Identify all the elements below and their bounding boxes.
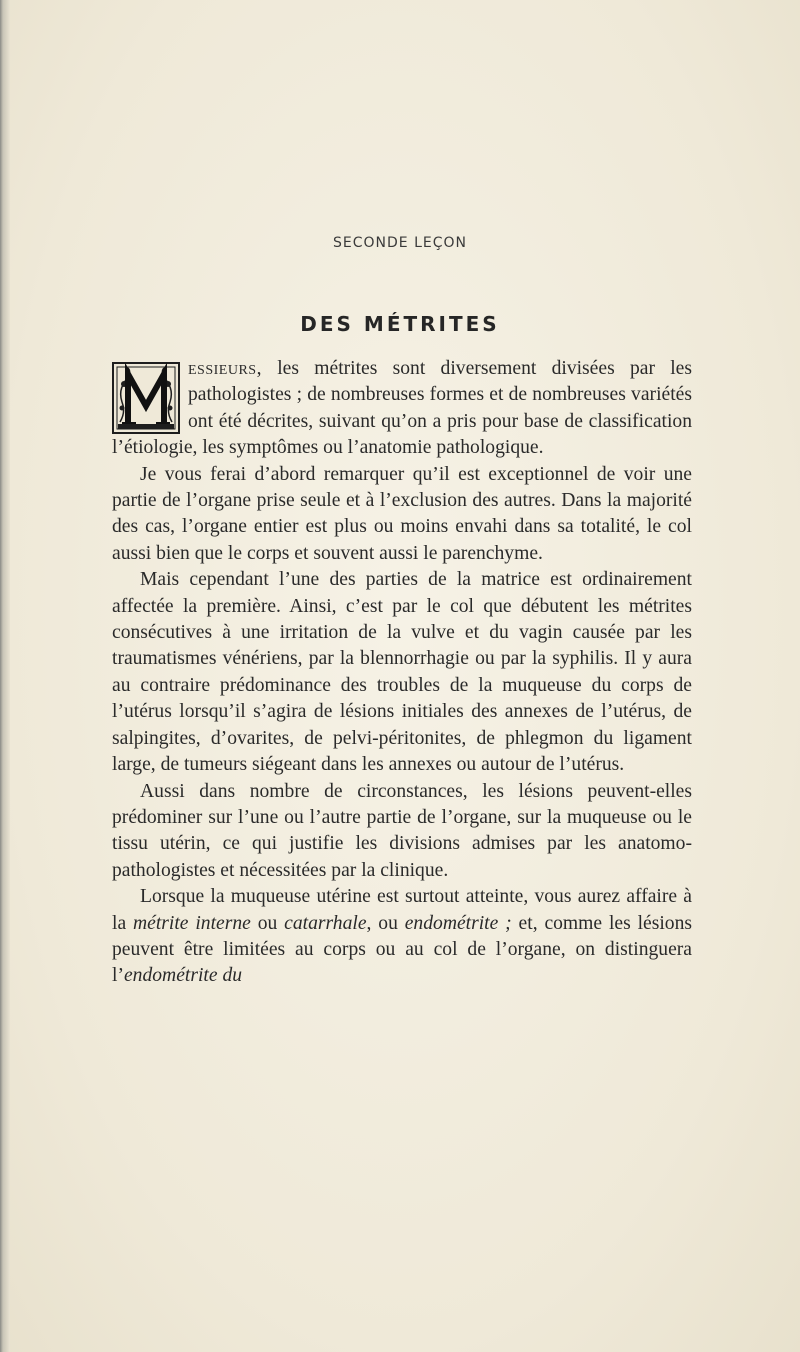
p5-term-endometrite: endométrite ; <box>404 912 512 934</box>
paragraph-3: Mais cependant l’une des parties de la matrice est ordinairement affectée la première. Ainsi, c’est par le col que débutent les métrites consécutives à une irritation de la vulve et du vagin causée par les traumatismes vénériens, par la blennorrhagie ou par la syphilis. Il y aura au contraire prédominance des troubles de la muqueuse du corps de l’utérus lorsqu’il s’agira de lésions initiales des annexes de l’utérus, de salpingites, d’ovarites, de pelvi-péritonites, de phlegmon du ligament large, de tumeurs siégeant dans les annexes ou autour de l’utérus. <box>112 569 692 776</box>
lead-word: essieurs, <box>188 358 262 379</box>
running-head: SECONDE LEÇON <box>333 235 467 251</box>
p5-text-2: ou <box>250 912 285 934</box>
p5-term-catarrhale: catarrhale <box>284 912 367 934</box>
chapter-title: DES MÉTRITES <box>300 312 500 336</box>
body-text <box>112 356 692 990</box>
p5-text-4: et, comme les lésions peuvent être limitées au corps ou au col de l’organe, on distinguera <box>112 912 693 960</box>
p5-term-metrite-interne: métrite interne <box>133 912 251 934</box>
paragraph-1 <box>112 356 692 462</box>
p5-text-1: Lorsque la muqueuse utérine est surtout atteinte, vous aurez affaire à la <box>112 886 692 934</box>
p5-term-endometrite-du: endométrite du <box>123 965 243 987</box>
paragraph-1-text: les métrites sont diversement divisées par les pathologistes ; de nombreuses formes et de nombreuses variétés ont été décrites, suivant qu’on a pris pour base de classification l’étiologie, les symptômes ou l’anatomie pathologique. <box>112 358 692 459</box>
paragraph-4: Aussi dans nombre de circonstances, les lésions peuvent-elles prédominer sur l’une ou l’autre partie de l’organe, sur la muqueuse ou le tissu utérin, ce qui justifie les divisions admises par les anatomo-pathologistes et nécessitées par la clinique. <box>112 780 692 881</box>
paragraph-2: Je vous ferai d’abord remarquer qu’il est exceptionnel de voir une partie de l’organe prise seule et à l’exclusion des autres. Dans la majorité des cas, l’organe entier est plus ou moins envahi dans sa totalité, le col aussi bien que le corps et souvent aussi le parenchyme. <box>112 463 692 564</box>
ornamental-dropcap-m <box>112 362 180 434</box>
p5-text-5: l’ <box>112 965 124 987</box>
p5-text-3: , ou <box>366 912 405 934</box>
paragraph-5 <box>112 884 692 990</box>
page-gutter <box>0 0 10 1352</box>
